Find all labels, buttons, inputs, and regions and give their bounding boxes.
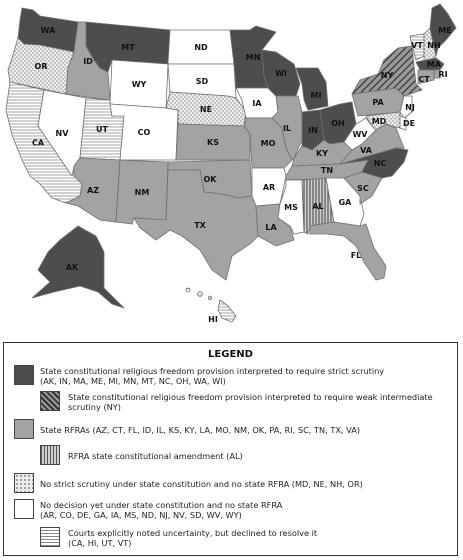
state-label-ia: IA bbox=[252, 99, 262, 108]
state-label-wi: WI bbox=[275, 69, 287, 78]
legend-states-strict: (AK, IN, MA, ME, MI, MN, MT, NC, OH, WA, WI) bbox=[40, 376, 226, 386]
state-label-nv: NV bbox=[55, 129, 69, 138]
state-label-ok: OK bbox=[203, 175, 217, 184]
state-label-co: CO bbox=[137, 128, 151, 137]
legend-swatch-amendment bbox=[40, 445, 60, 465]
legend-text-uncertain: Courts explicitly noted uncertainty, but declined to resolve it bbox=[68, 528, 318, 538]
state-label-oh: OH bbox=[331, 119, 345, 128]
state-label-ut: UT bbox=[96, 125, 108, 134]
legend-text-strict: State constitutional religious freedom provision interpreted to require strict scrutiny bbox=[40, 366, 385, 376]
state-label-ms: MS bbox=[284, 203, 298, 212]
state-label-ar: AR bbox=[262, 183, 276, 192]
state-label-ct: CT bbox=[418, 75, 430, 84]
state-label-ks: KS bbox=[207, 138, 219, 147]
state-label-nc: NC bbox=[373, 159, 387, 168]
legend-swatch-weak bbox=[40, 391, 60, 411]
state-fl[interactable] bbox=[310, 222, 386, 280]
state-hi-island bbox=[208, 296, 212, 300]
state-label-de: DE bbox=[402, 119, 416, 128]
state-label-ak: AK bbox=[65, 263, 79, 272]
state-label-in: IN bbox=[308, 126, 318, 135]
legend-text-amendment: RFRA state constitutional amendment (AL) bbox=[68, 451, 243, 461]
state-label-mn: MN bbox=[245, 53, 261, 62]
legend-text-no-strict: No strict scrutiny under state constitution and no state RFRA (MD, NE, NH, OR) bbox=[40, 479, 363, 489]
state-hi-island bbox=[198, 292, 203, 297]
state-label-ny: NY bbox=[380, 71, 394, 80]
state-label-sc: SC bbox=[357, 184, 369, 193]
legend-title: LEGEND bbox=[208, 349, 253, 360]
state-label-tx: TX bbox=[194, 221, 206, 230]
state-label-md: MD bbox=[371, 117, 387, 126]
legend bbox=[3, 342, 458, 556]
state-label-az: AZ bbox=[87, 186, 99, 195]
legend-text-rfra: State RFRAs (AZ, CT, FL, ID, IL, KS, KY, LA, MO, NM, OK, PA, RI, SC, TN, TX, VA) bbox=[40, 425, 361, 435]
legend-states-weak: scrutiny (NY) bbox=[68, 402, 121, 412]
legend-swatch-uncertain bbox=[40, 527, 60, 547]
state-label-wa: WA bbox=[40, 26, 56, 35]
state-label-ri: RI bbox=[438, 70, 448, 79]
legend-swatch-no-strict bbox=[14, 473, 34, 493]
state-mi[interactable] bbox=[296, 68, 328, 110]
state-label-tn: TN bbox=[320, 166, 334, 175]
legend-swatch-no-decision bbox=[14, 499, 34, 519]
state-label-mo: MO bbox=[260, 139, 276, 148]
state-label-wy: WY bbox=[131, 80, 147, 89]
state-label-ga: GA bbox=[338, 198, 352, 207]
state-label-ca: CA bbox=[31, 138, 45, 148]
state-hi-island bbox=[186, 288, 190, 292]
state-label-fl: FL bbox=[350, 251, 362, 260]
state-label-nd: ND bbox=[194, 43, 208, 52]
state-label-ma: MA bbox=[426, 60, 442, 69]
legend-swatch-strict bbox=[14, 365, 34, 385]
state-label-hi: HI bbox=[208, 315, 218, 324]
legend-text-no-decision: No decision yet under state constitution and no state RFRA bbox=[40, 500, 283, 510]
legend-states-no-decision: (AR, CO, DE, GA, IA, MS, ND, NJ, NV, SD, WV, WY) bbox=[40, 510, 242, 520]
state-label-ne: NE bbox=[199, 105, 213, 114]
state-label-or: OR bbox=[34, 62, 48, 71]
state-label-il: IL bbox=[282, 124, 292, 133]
state-label-ky: KY bbox=[316, 149, 328, 158]
state-label-mi: MI bbox=[310, 91, 322, 100]
state-label-pa: PA bbox=[372, 98, 384, 107]
state-label-nm: NM bbox=[134, 188, 150, 197]
state-label-va: VA bbox=[360, 146, 372, 155]
state-label-id: ID bbox=[83, 57, 93, 66]
state-label-mt: MT bbox=[121, 43, 135, 52]
legend-states-uncertain: (CA, HI, UT, VT) bbox=[68, 538, 132, 548]
state-label-al: AL bbox=[312, 202, 324, 211]
state-hi[interactable] bbox=[218, 300, 236, 322]
state-label-vt: VT bbox=[411, 41, 423, 50]
legend-text-weak: State constitutional religious freedom provision interpreted to require weak intermediate bbox=[68, 392, 433, 402]
state-label-me: ME bbox=[438, 26, 452, 35]
state-label-nj: NJ bbox=[405, 103, 415, 112]
state-label-la: LA bbox=[265, 223, 277, 232]
state-label-sd: SD bbox=[195, 77, 209, 86]
state-label-nh: NH bbox=[427, 41, 441, 50]
state-label-wv: WV bbox=[352, 130, 368, 139]
legend-swatch-rfra bbox=[14, 419, 34, 439]
